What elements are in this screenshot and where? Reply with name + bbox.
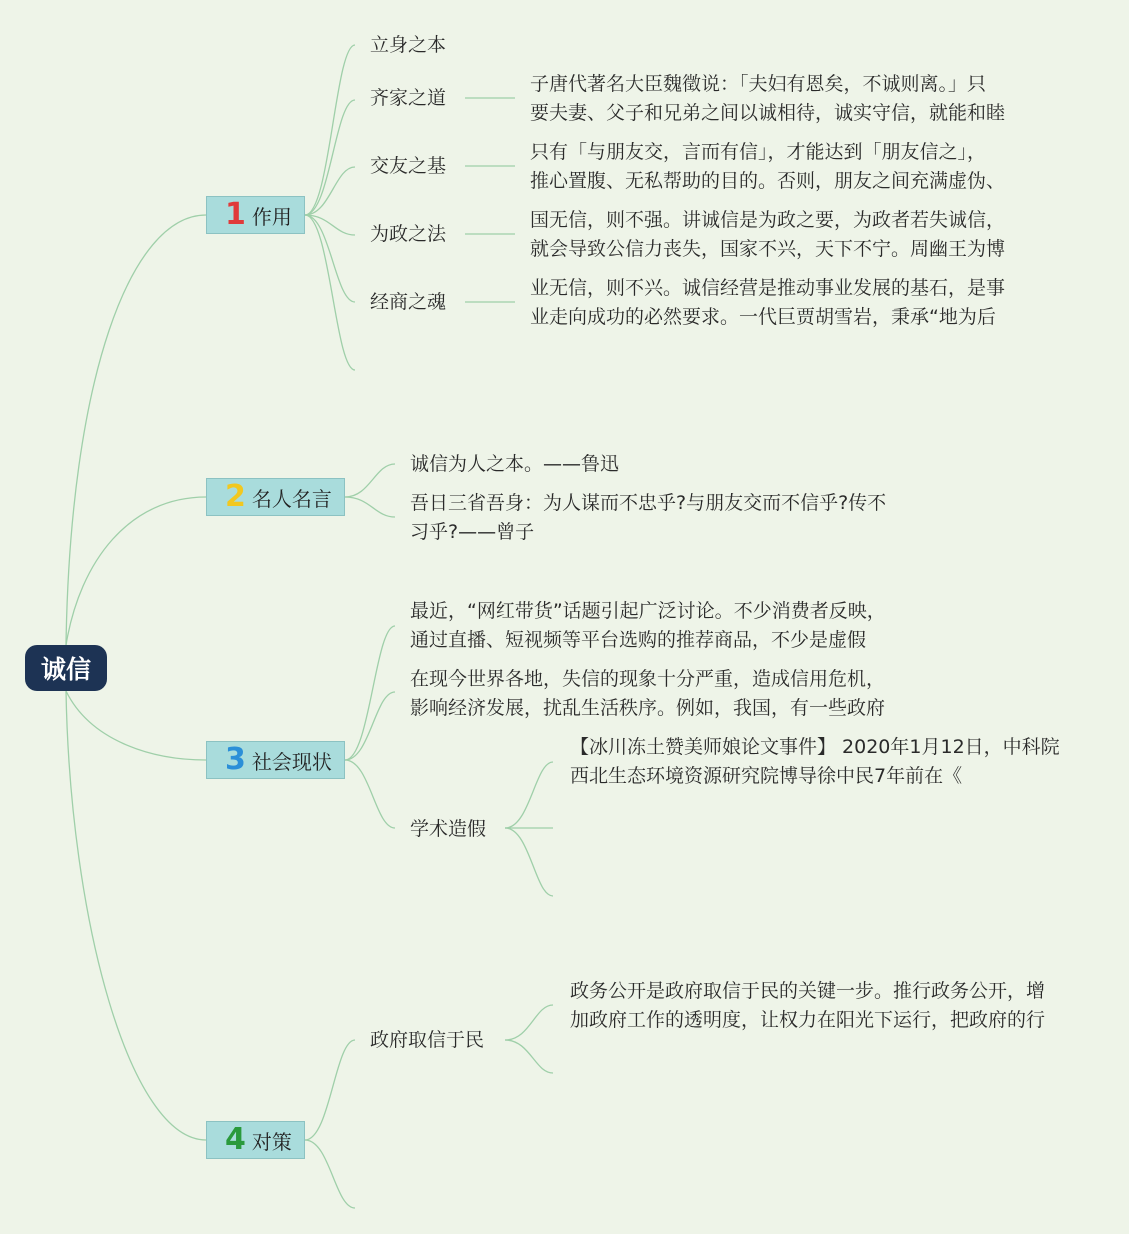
quote-line: 诚信为人之本。——鲁迅 xyxy=(410,453,620,475)
branch-label: 对策 xyxy=(251,1129,292,1154)
branch-label: 社会现状 xyxy=(251,749,332,774)
detail-line: 【冰川冻土赞美师娘论文事件】 2020年1月12日，中科院 xyxy=(570,736,1060,758)
detail-text[interactable] xyxy=(570,733,1060,791)
detail-line: 推心置腹、无私帮助的目的。否则，朋友之间充满虚伪、 xyxy=(530,170,1006,192)
sub-topic-government-trust[interactable]: 政府取信于民 xyxy=(370,1029,485,1051)
topic-node[interactable]: 为政之法 xyxy=(370,223,447,245)
situation-line: 通过直播、短视频等平台选购的推荐商品，不少是虚假 xyxy=(410,629,867,651)
quote-text[interactable] xyxy=(410,489,886,547)
detail-line: 业无信，则不兴。诚信经营是推动事业发展的基石，是事 xyxy=(530,277,1006,299)
branch-number: 2 xyxy=(225,479,246,514)
detail-line: 西北生态环境资源研究院博导徐中民7年前在《 xyxy=(570,765,963,787)
detail-line: 就会导致公信力丧失，国家不兴，天下不宁。周幽王为博 xyxy=(530,238,1006,260)
quote-line: 吾日三省吾身：为人谋而不忠乎?与朋友交而不信乎?传不 xyxy=(410,492,887,514)
branch-node-function[interactable] xyxy=(206,196,305,234)
branch-node-society[interactable] xyxy=(206,741,345,779)
detail-text[interactable] xyxy=(530,274,1005,332)
detail-text[interactable] xyxy=(530,206,1005,264)
detail-line: 加政府工作的透明度，让权力在阳光下运行，把政府的行 xyxy=(570,1009,1046,1031)
branch-label: 名人名言 xyxy=(251,486,332,511)
detail-text[interactable] xyxy=(570,977,1045,1035)
root-label: 诚信 xyxy=(40,655,91,684)
root-node[interactable] xyxy=(25,645,107,691)
detail-line: 只有「与朋友交，言而有信」，才能达到「朋友信之」， xyxy=(530,141,987,163)
detail-line: 业走向成功的必然要求。一代巨贾胡雪岩，秉承“地为后 xyxy=(530,306,996,328)
detail-text[interactable] xyxy=(530,70,1005,128)
detail-line: 子唐代著名大臣魏徵说：「夫妇有恩矣，不诚则离。」只 xyxy=(530,73,987,95)
detail-line: 要夫妻、父子和兄弟之间以诚相待，诚实守信，就能和睦 xyxy=(530,102,1006,124)
branch-label: 作用 xyxy=(251,204,292,229)
detail-line: 政务公开是政府取信于民的关键一步。推行政务公开，增 xyxy=(570,980,1046,1002)
topic-node[interactable]: 立身之本 xyxy=(370,34,447,56)
situation-text[interactable] xyxy=(410,597,886,655)
topic-node[interactable]: 齐家之道 xyxy=(370,87,447,109)
situation-line: 影响经济发展，扰乱生活秩序。例如，我国，有一些政府 xyxy=(410,697,886,719)
branch-node-quotes[interactable] xyxy=(206,478,345,516)
branch-number: 3 xyxy=(225,742,246,777)
branch-number: 1 xyxy=(225,197,246,232)
branch-number: 4 xyxy=(225,1122,246,1157)
branch-node-measures[interactable] xyxy=(206,1121,305,1159)
situation-text[interactable] xyxy=(410,665,885,723)
detail-text[interactable] xyxy=(530,138,1005,196)
situation-line: 最近，“网红带货”话题引起广泛讨论。不少消费者反映， xyxy=(410,600,886,622)
topic-node[interactable]: 经商之魂 xyxy=(370,291,447,313)
topic-node[interactable]: 交友之基 xyxy=(370,155,447,177)
quote-text[interactable] xyxy=(410,450,619,479)
situation-line: 在现今世界各地，失信的现象十分严重，造成信用危机， xyxy=(410,668,886,690)
detail-line: 国无信，则不强。讲诚信是为政之要，为政者若失诚信， xyxy=(530,209,1006,231)
quote-line: 习乎?——曾子 xyxy=(410,521,535,543)
sub-topic-academic-fraud[interactable]: 学术造假 xyxy=(410,818,487,840)
